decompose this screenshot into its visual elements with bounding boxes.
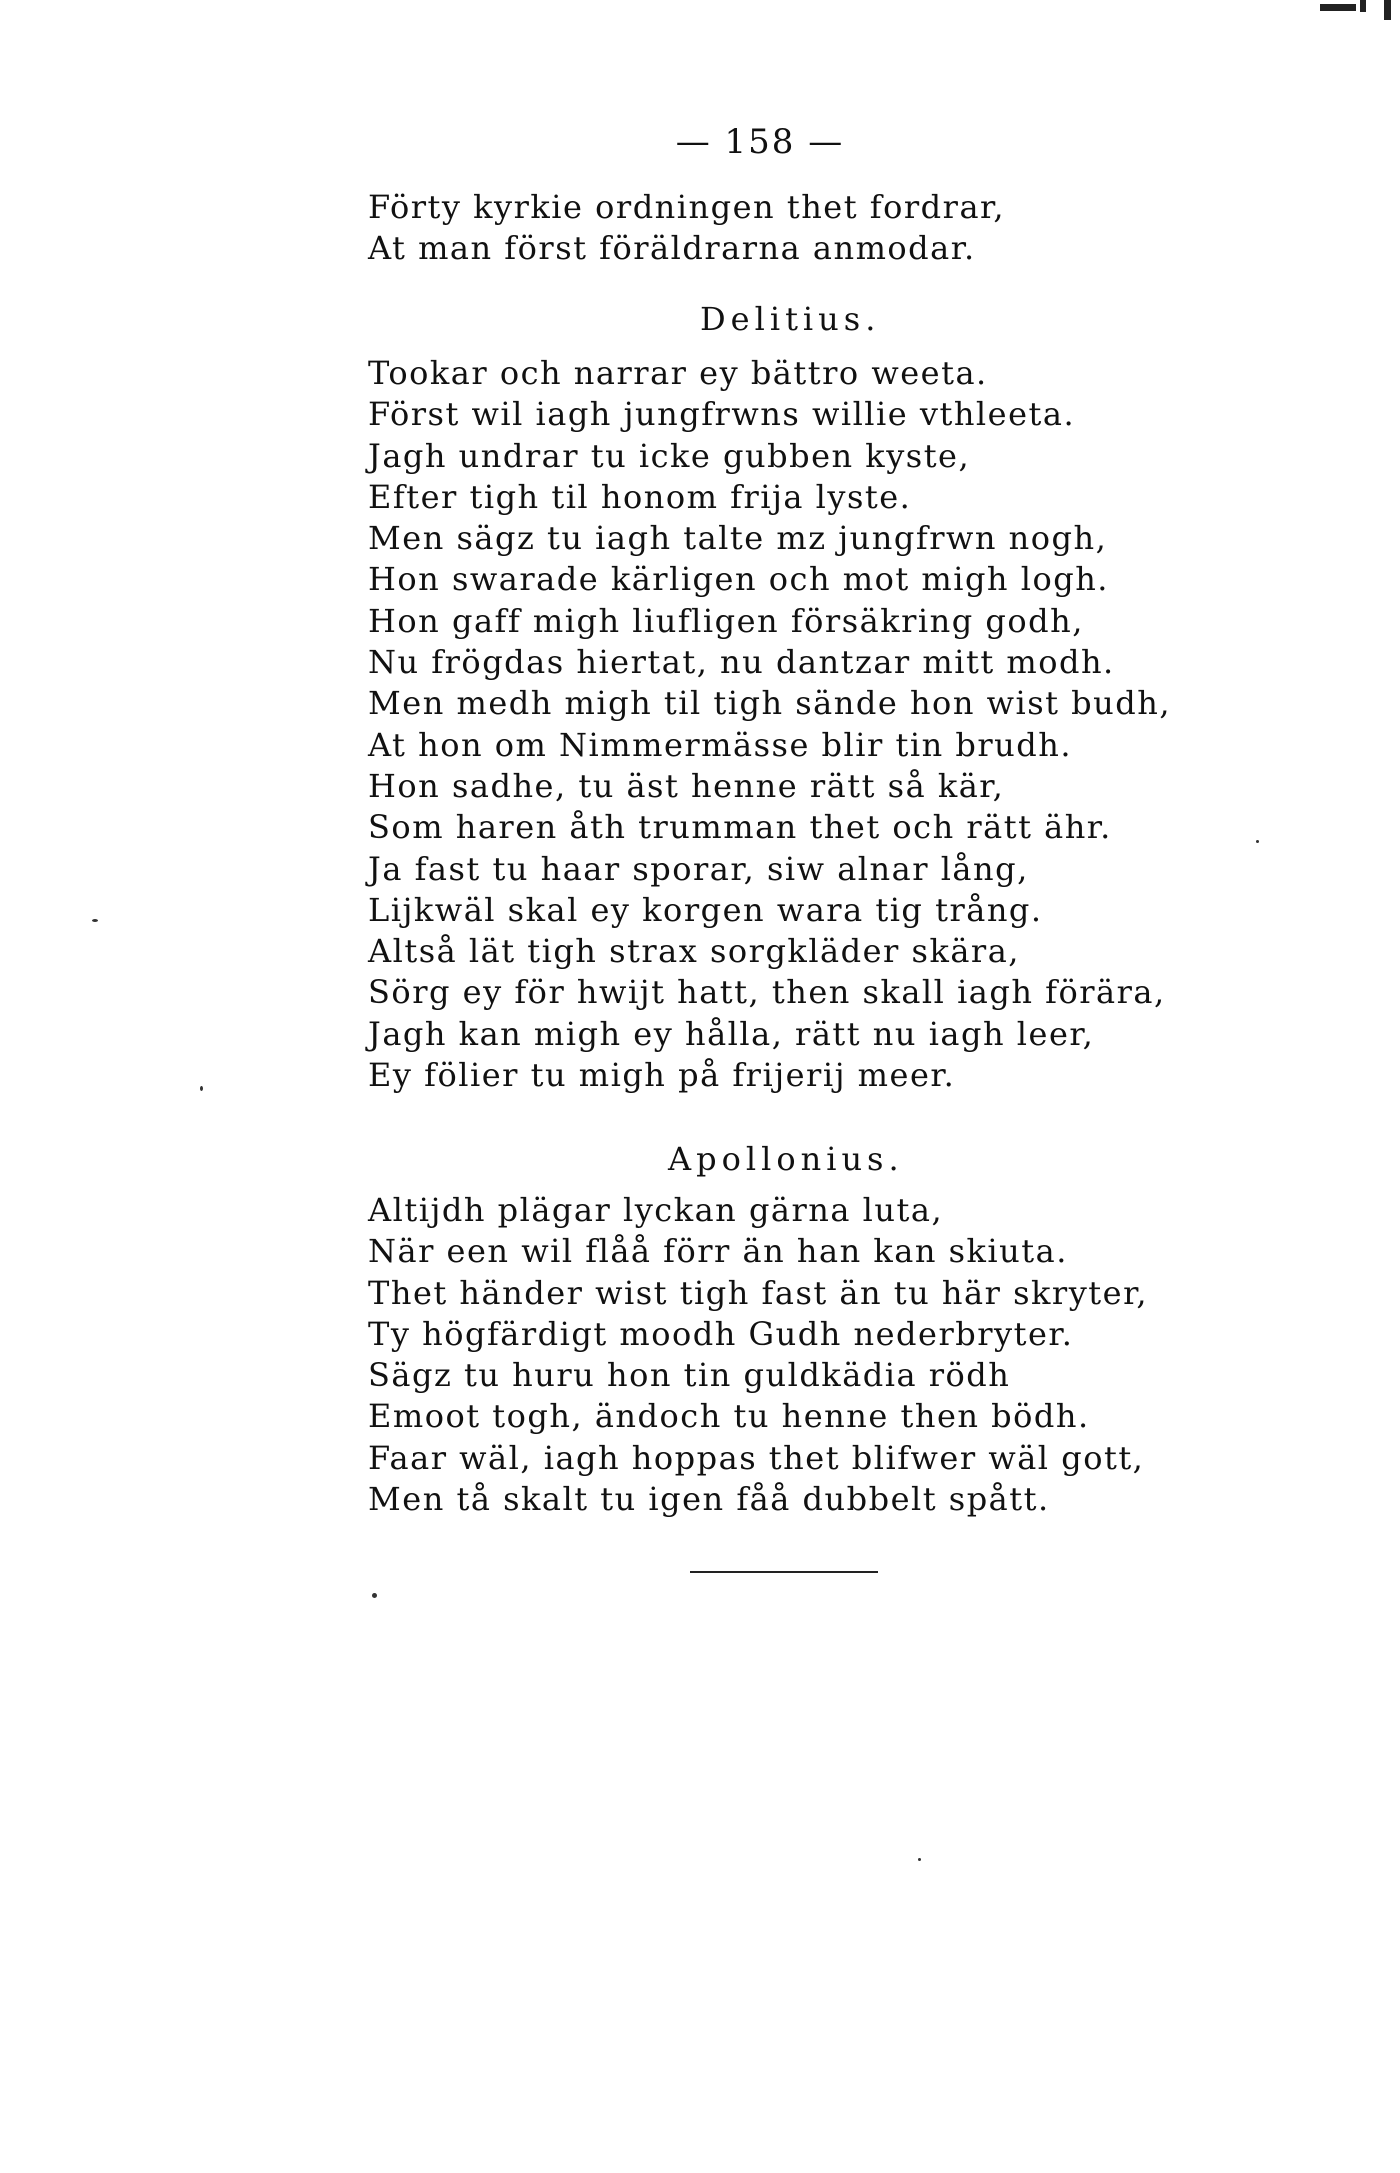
verse-line: Nu frögdas hiertat, nu dantzar mitt modh. bbox=[368, 643, 1115, 682]
verse-line: Men tå skalt tu igen fåå dubbelt spått. bbox=[368, 1480, 1050, 1519]
verse-line: Lijkwäl skal ey korgen wara tig trång. bbox=[368, 890, 1043, 929]
verse-line: Emoot togh, ändoch tu henne then bödh. bbox=[368, 1397, 1090, 1436]
verse-line: Jagh kan migh ey hålla, rätt nu iagh leer, bbox=[368, 1014, 1095, 1053]
verse-line: Faar wäl, iagh hoppas thet blifwer wäl gott, bbox=[368, 1438, 1145, 1477]
verse-line: Ty högfärdigt moodh Gudh nederbryter. bbox=[368, 1314, 1074, 1353]
verse-line: At hon om Nimmermässe blir tin brudh. bbox=[368, 725, 1072, 764]
scan-speck bbox=[1256, 840, 1259, 843]
verse-line: Men sägz tu iagh talte mz jungfrwn nogh, bbox=[368, 519, 1108, 558]
verse-line: Altså lät tigh strax sorgkläder skära, bbox=[368, 932, 1020, 971]
verse-line: När een wil flåå förr än han kan skiuta. bbox=[368, 1232, 1068, 1271]
scan-speck bbox=[918, 1858, 921, 1861]
verse-line: Hon sadhe, tu äst henne rätt så kär, bbox=[368, 766, 1005, 805]
scan-speck bbox=[92, 919, 98, 922]
verse-line: Men medh migh til tigh sände hon wist budh, bbox=[368, 684, 1172, 723]
verse-line: Först wil iagh jungfrwns willie vthleeta. bbox=[368, 395, 1076, 434]
scan-corner-mark bbox=[1310, 0, 1400, 26]
speaker-heading-delitius: Delitius. bbox=[700, 300, 881, 338]
verse-line: Jagh undrar tu icke gubben kyste, bbox=[368, 436, 971, 475]
verse-line: Tookar och narrar ey bättro weeta. bbox=[368, 354, 988, 392]
verse-line: Ey fölier tu migh på frijerij meer. bbox=[368, 1056, 956, 1095]
page-number: — 158 — bbox=[675, 122, 845, 162]
verse-line: Hon gaff migh liufligen försäkring godh, bbox=[368, 601, 1084, 640]
verse-line: Förty kyrkie ordningen thet fordrar, bbox=[368, 188, 1005, 226]
verse-block-delitius bbox=[368, 353, 1171, 1096]
verse-line: Hon swarade kärligen och mot migh logh. bbox=[368, 560, 1109, 599]
verse-block-opening bbox=[368, 187, 1005, 270]
verse-line: Ja fast tu haar sporar, siw alnar lång, bbox=[368, 849, 1029, 888]
verse-line: Efter tigh til honom frija lyste. bbox=[368, 477, 912, 516]
verse-line: Som haren åth trumman thet och rätt ähr. bbox=[368, 808, 1112, 847]
scan-speck bbox=[372, 1593, 377, 1598]
section-end-rule bbox=[690, 1571, 878, 1573]
verse-line: Altijdh plägar lyckan gärna luta, bbox=[368, 1191, 944, 1229]
verse-block-apollonius bbox=[368, 1190, 1148, 1520]
verse-line: Sägz tu huru hon tin guldkädia rödh bbox=[368, 1356, 1011, 1395]
verse-line: Thet händer wist tigh fast än tu här skryter, bbox=[368, 1273, 1149, 1312]
speaker-heading-apollonius: Apollonius. bbox=[668, 1140, 904, 1178]
scan-speck bbox=[200, 1086, 203, 1091]
verse-line: Sörg ey för hwijt hatt, then skall iagh förära, bbox=[368, 973, 1166, 1012]
verse-line: At man först föräldrarna anmodar. bbox=[368, 229, 976, 268]
